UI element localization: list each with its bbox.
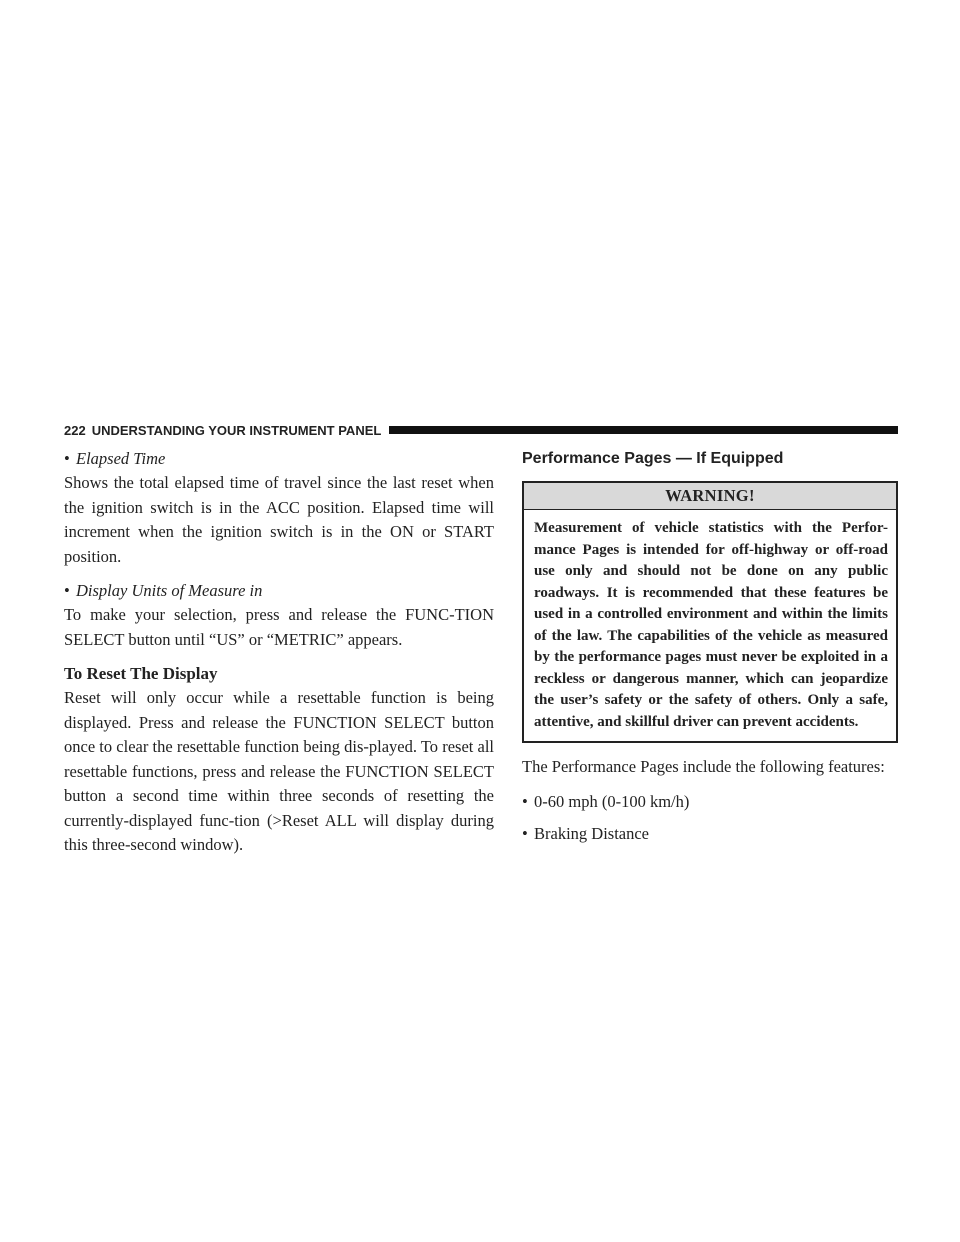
bullet-heading-elapsed-time bbox=[64, 447, 494, 471]
warning-body: Measurement of vehicle statistics with the Perfor-mance Pages is intended for off-highway or off-road use only and should not be done on any public roadways. It is recommended that these features be used in a controlled environment and within the limits of the law. The capabilities of the vehicle as measured by the performance pages must never be exploited in a reckless or dangerous manner, which can jeopardize the user’s safety or the safety of others. Only a safe, attentive, and skillful driver can prevent accidents. bbox=[534, 520, 888, 730]
section-heading-performance-pages: Performance Pages — If Equipped bbox=[522, 450, 784, 467]
subheading-reset-display: To Reset The Display bbox=[64, 664, 218, 683]
list-item-text: 0-60 mph (0-100 km/h) bbox=[534, 791, 690, 811]
paragraph-display-units: To make your selection, press and release the FUNC-TION SELECT button until “US” or “METRIC” appears. bbox=[64, 605, 494, 649]
paragraph-reset-display: Reset will only occur while a resettable function is being displayed. Press and release the FUNCTION SELECT button once to clear the resettable function being dis-played. To reset all resettable functions, press and release the FUNCTION SELECT button a second time within three seconds of resetting the currently-displayed func-tion (>Reset ALL will display during this three-second window). bbox=[64, 688, 494, 854]
warning-box bbox=[522, 481, 898, 743]
page-number: 222 bbox=[64, 422, 86, 438]
bullet-heading-text: Display Units of Measure in bbox=[76, 581, 263, 600]
bullet-heading-text: Elapsed Time bbox=[76, 449, 166, 468]
bullet-icon: • bbox=[522, 791, 528, 811]
list-item bbox=[522, 822, 898, 846]
bullet-icon: • bbox=[522, 823, 528, 843]
left-column bbox=[64, 447, 494, 868]
bullet-heading-display-units bbox=[64, 579, 494, 603]
right-column bbox=[522, 447, 898, 854]
paragraph-performance-intro: The Performance Pages include the following features: bbox=[522, 757, 885, 776]
list-item bbox=[522, 790, 898, 814]
page-header bbox=[64, 420, 898, 440]
bullet-icon: • bbox=[64, 581, 70, 600]
warning-title: WARNING! bbox=[524, 483, 896, 510]
bullet-icon: • bbox=[64, 449, 70, 468]
header-rule bbox=[389, 426, 898, 434]
paragraph-elapsed-time: Shows the total elapsed time of travel since the last reset when the ignition switch is in the ACC position. Elapsed time will increment when the ignition switch is in the ON or START position. bbox=[64, 473, 494, 566]
section-title: UNDERSTANDING YOUR INSTRUMENT PANEL bbox=[91, 422, 382, 438]
list-item-text: Braking Distance bbox=[534, 823, 650, 843]
